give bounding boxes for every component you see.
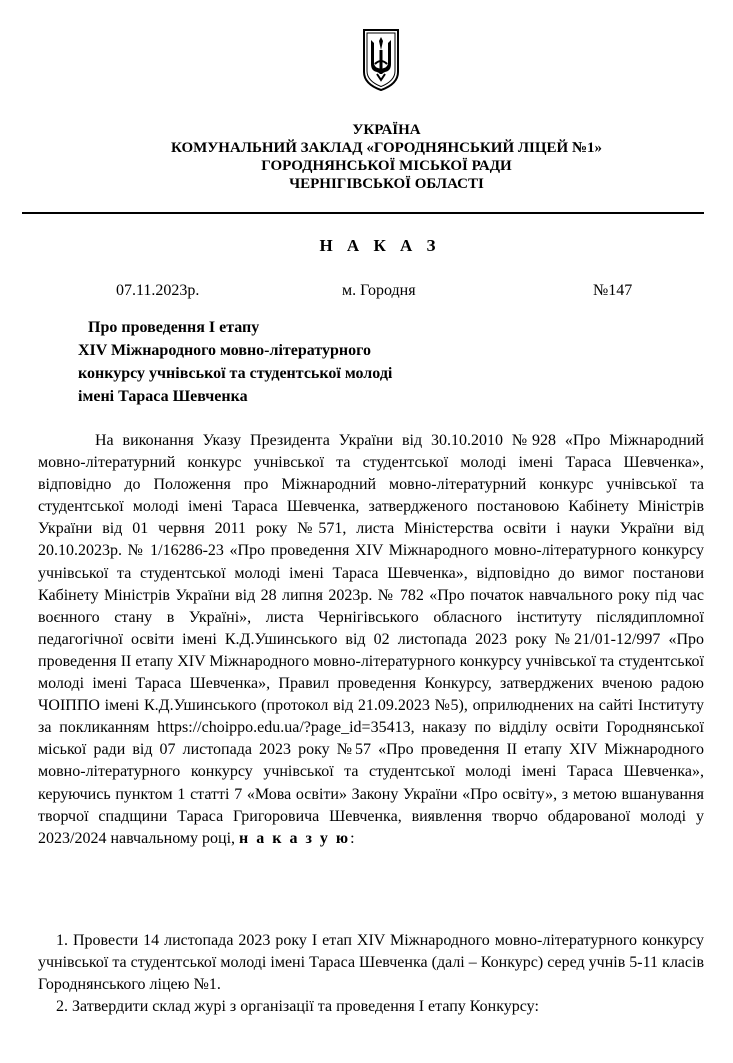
order-body [38,430,704,850]
country-name: УКРАЇНА [352,122,421,138]
order-item-1: 1. Провести 14 листопада 2023 року І етап XIV Міжнародного мовно-літературного конкурсу учнівської та студентської молоді імені Тараса Шевченка (далі – Конкурс) серед учнів 5-11 класів Городнянського ліцею №1. [38,932,704,994]
order-date: 07.11.2023р. [116,282,200,299]
preamble-paragraph [38,430,704,850]
subject-line: Про проведення І етапу [88,319,260,336]
subject-line: конкурсу учнівської та студентської молоді [78,365,393,382]
order-title: Н А К А З [319,236,441,255]
order-items [38,930,704,1018]
order-subject [78,316,392,408]
council-name: ГОРОДНЯНСЬКОЇ МІСЬКОЇ РАДИ [261,158,512,174]
institution-header [20,121,733,193]
trident-coat-of-arms-icon [362,28,400,92]
order-place: м. Городня [342,282,416,299]
order-item-2: 2. Затвердити склад журі з організації та проведення І етапу Конкурсу: [56,998,539,1016]
institution-name: КОМУНАЛЬНИЙ ЗАКЛАД «ГОРОДНЯНСЬКИЙ ЛІЦЕЙ №1» [170,140,603,156]
order-word: н а к а з у ю [239,829,351,847]
region-name: ЧЕРНІГІВСЬКОЇ ОБЛАСТІ [289,176,484,192]
header-divider [22,212,704,214]
order-word-colon: : [350,829,355,847]
preamble-text: На виконання Указу Президента України від 30.10.2010 №928 «Про Міжнародний мовно-літературний конкурс учнівської та студентської молоді імені Тараса Шевченка», відповідно до Положення про Міжнародний мовно-літературний конкурс учнівської та студентської молоді імені Тараса Шевченка, затвердженого постановою Кабінету Міністрів України від 01 червня 2011 року №571, листа Міністерства освіти і науки України від 20.10.2023р. № 1/16286-23 «Про проведення XIV Міжнародного мовно-літературного конкурсу учнівської та студентської молоді імені Тараса Шевченка», відповідно до вимог постанови Кабінету Міністрів України від 28 липня 2023р. № 782 «Про початок навчального року під час воєнного стану в Україні», листа Чернігівського обласного інституту післядипломної педагогічної освіти імені К.Д.Ушинського від 02 листопада 2023 року №21/01-12/997 «Про проведення ІІ етапу XIV Міжнародного мовно-літературного конкурсу учнівської та студентської молоді імені Тараса Шевченка», Правил проведення Конкурсу, затверджених вченою радою ЧОІППО імені К.Д.Ушинського (протокол від 21.09.2023 №5), оприлюднених на сайті Інституту за покликанням https://choippo.edu.ua/?page_id=35413, наказу по відділу освіти Городнянської міської ради від 07 листопада 2023 року №57 «Про проведення ІІ етапу XIV Міжнародного мовно-літературного конкурсу учнівської та студентської молоді імені Тараса Шевченка», керуючись пунктом 1 статті 7 «Мова освіти» Закону України «Про освіту», з метою вшанування творчої спадщини Тараса Григоровича Шевченка, виявлення творчо обдарованої молоді у 2023/2024 навчальному році, [38,432,704,847]
subject-line: імені Тараса Шевченка [78,388,248,405]
order-number: №147 [593,282,633,299]
subject-line: XIV Міжнародного мовно-літературного [78,342,372,359]
